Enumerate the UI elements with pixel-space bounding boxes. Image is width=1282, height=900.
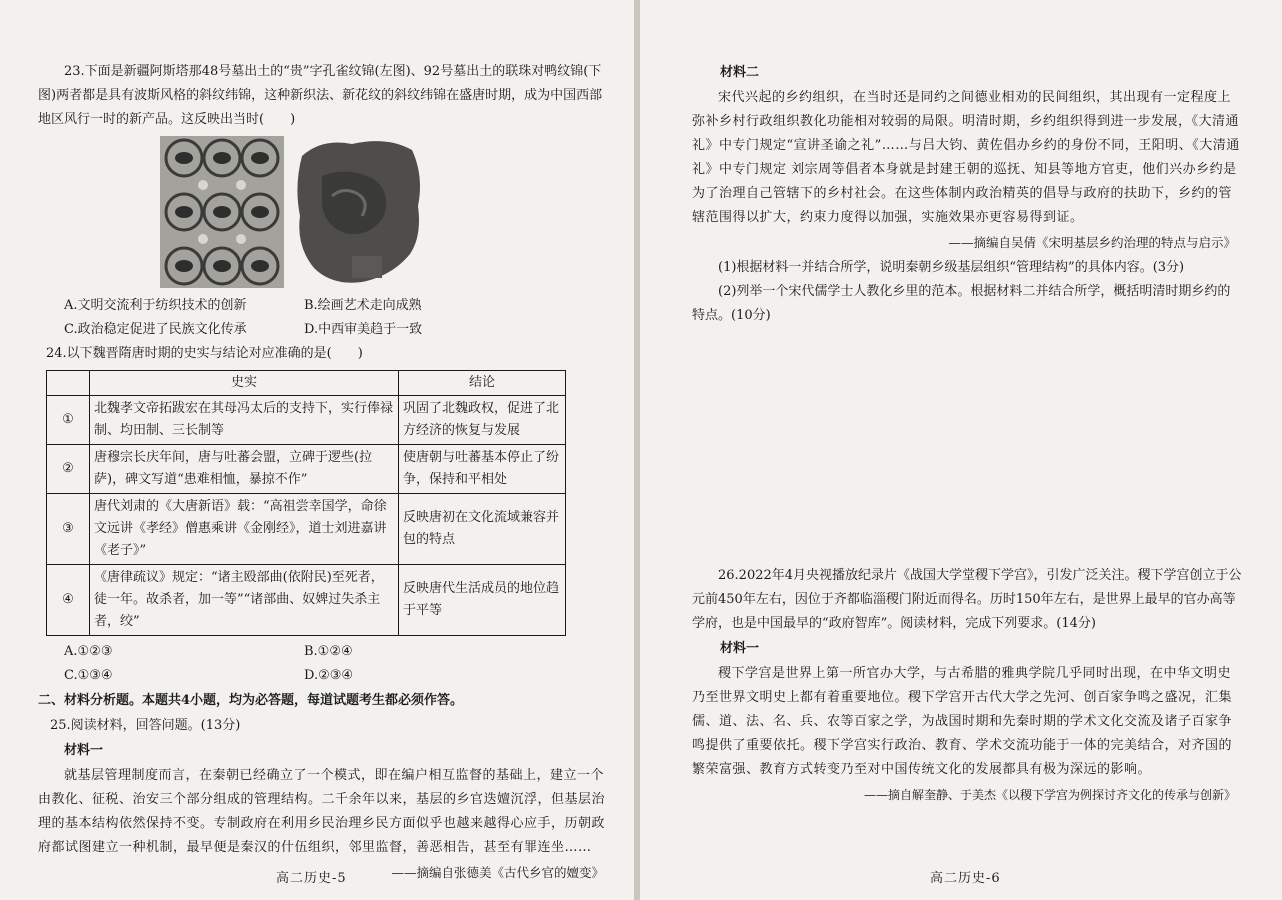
row-number: ③ [47,494,90,565]
q25-sub-question-2: (2)列举一个宋代儒学士人教化乡里的范本。根据材料二并结合所学，概括明清时期乡约的特点。(10分) [692,284,1231,323]
table-row [47,396,566,445]
q23-options [64,294,610,342]
page-footer-right: 高二历史-6 [930,871,1001,886]
q25-material2-title: 材料二 [720,65,760,80]
row-fact: 唐代刘肃的《大唐新语》载：“高祖尝幸国学，命徐文远讲《孝经》僧惠乘讲《金刚经》，道士刘进嘉讲《老子》” [90,494,399,565]
q26-material1-source: ——摘自解奎静、于美杰《以稷下学宫为例探讨齐文化的传承与创新》 [863,788,1236,802]
q24-option-a: A.①②③ [64,644,113,659]
q25-sub-question-1: (1)根据材料一并结合所学，说明秦朝乡级基层组织“管理结构”的具体内容。(3分) [718,260,1185,275]
peacock-brocade-image [160,136,284,288]
q25-stem: 25.阅读材料，回答问题。(13分) [50,718,241,733]
row-number: ② [47,445,90,494]
q25-material1-text: 就基层管理制度而言，在秦朝已经确立了一个模式，即在编户相互监督的基础上，建立一个由教化、征税、治安三个部分组成的管理结构。二千余年以来，基层的乡官迭嬗沉浮，但基层治理的基本结构依然保持不变。专制政府在利用乡民治理乡民方面似乎也越来越得心应手，历朝政府都试图建立一种机制，最早便是秦汉的什伍组织，邻里监督，善恶相告，甚至有罪连坐…… [38,768,606,855]
section-2-heading: 二、材料分析题。本题共4小题，均为必答题，每道试题考生都必须作答。 [38,693,464,708]
q23-option-a: A.文明交流利于纺织技术的创新 [64,298,247,313]
table-row [47,565,566,636]
table-header-blank [47,371,90,396]
duck-brocade-image [292,136,424,288]
q26-stem: 26.2022年4月央视播放纪录片《战国大学堂稷下学宫》，引发广泛关注。稷下学宫创立于公元前450年左右，因位于齐都临淄稷门附近而得名。历时150年左右，是世界上最早的官办高等学府，也是中国最早的“政府智库”。阅读材料，完成下列要求。(14分) [692,568,1242,631]
page-footer-left: 高二历史-5 [276,871,347,886]
q26-material1-text: 稷下学宫是世界上第一所官办大学，与古希腊的雅典学院几乎同时出现，在中华文明史乃至世界文明史上都有着重要地位。稷下学宫开古代大学之先河、创百家争鸣之盛况，汇集儒、道、法、名、兵、农等百家之学，为战国时期和先秦时期的学术文化交流及诸子百家争鸣提供了重要依托。稷下学宫实行政治、教育、学术交流功能于一体的完美结合，对齐国的繁荣富强、教育方式转变乃至对中国传统文化的发展都具有极为深远的影响。 [692,666,1233,777]
q24-option-d: D.②③④ [304,668,354,683]
q23-option-c: C.政治稳定促进了民族文化传承 [64,322,247,337]
q26-material1-title: 材料一 [720,641,760,656]
q25-material1-source: ——摘编自张德美《古代乡官的嬗变》 [391,865,604,880]
row-conclusion: 使唐朝与吐蕃基本停止了纷争，保持和平相处 [399,445,566,494]
q24-options [64,640,610,688]
q23-images [160,136,610,288]
q24-table [46,370,566,636]
row-fact: 《唐律疏议》规定：“诸主殴部曲(依附民)至死者，徒一年。故杀者，加一等”“诸部曲、奴婢过失杀主者，绞” [90,565,399,636]
q23-stem: 23.下面是新疆阿斯塔那48号墓出土的“贵”字孔雀纹锦(左图)、92号墓出土的联珠对鸭纹锦(下图)两者都是具有波斯风格的斜纹纬锦，这种新织法、新花纹的斜纹纬锦在盛唐时期，成为中国西部地区风行一时的新产品。这反映出当时( ) [38,64,603,127]
row-conclusion: 巩固了北魏政权，促进了北方经济的恢复与发展 [399,396,566,445]
row-fact: 北魏孝文帝拓跋宏在其母冯太后的支持下，实行俸禄制、均田制、三长制等 [90,396,399,445]
right-page [640,0,1282,900]
table-header-row [47,371,566,396]
q25-material1-title: 材料一 [64,743,104,758]
q23-option-d: D.中西审美趋于一致 [304,322,423,337]
answer-space [692,328,1242,564]
row-conclusion: 反映唐初在文化流域兼容并包的特点 [399,494,566,565]
row-number: ④ [47,565,90,636]
row-conclusion: 反映唐代生活成员的地位趋于平等 [399,565,566,636]
q23-option-b: B.绘画艺术走向成熟 [304,298,422,313]
row-fact: 唐穆宗长庆年间，唐与吐蕃会盟，立碑于逻些(拉萨)，碑文写道“患难相恤，暴掠不作” [90,445,399,494]
table-row [47,445,566,494]
row-number: ① [47,396,90,445]
q24-stem: 24.以下魏晋隋唐时期的史实与结论对应准确的是( ) [46,346,363,361]
q24-option-c: C.①③④ [64,668,113,683]
table-header-conclusion: 结论 [399,371,566,396]
left-page [0,0,634,900]
table-header-fact: 史实 [90,371,399,396]
q25-material2-source: ——摘编自吴倩《宋明基层乡约治理的特点与启示》 [948,235,1236,250]
q25-material2-text: 宋代兴起的乡约组织，在当时还是同约之间德业相劝的民间组织，其出现有一定程度上弥补乡村行政组织教化功能相对较弱的局限。明清时期，乡约组织得到进一步发展，《大清通礼》中专门规定“宣讲圣谕之礼”……与吕大钧、黄佐倡办乡约的身份不同，王阳明、《大清通礼》中专门规定 刘宗周等倡者本身就是封建王朝的巡抚、知县等地方官吏，他们兴办乡约是为了治理自己管辖下的乡村社会。在这些体制内政治精英的倡导与政府的扶助下，乡约的管辖范围得以扩大，约束力度得以加强，实施效果亦更容易得到证。 [692,90,1240,225]
table-row [47,494,566,565]
q24-option-b: B.①②④ [304,644,353,659]
